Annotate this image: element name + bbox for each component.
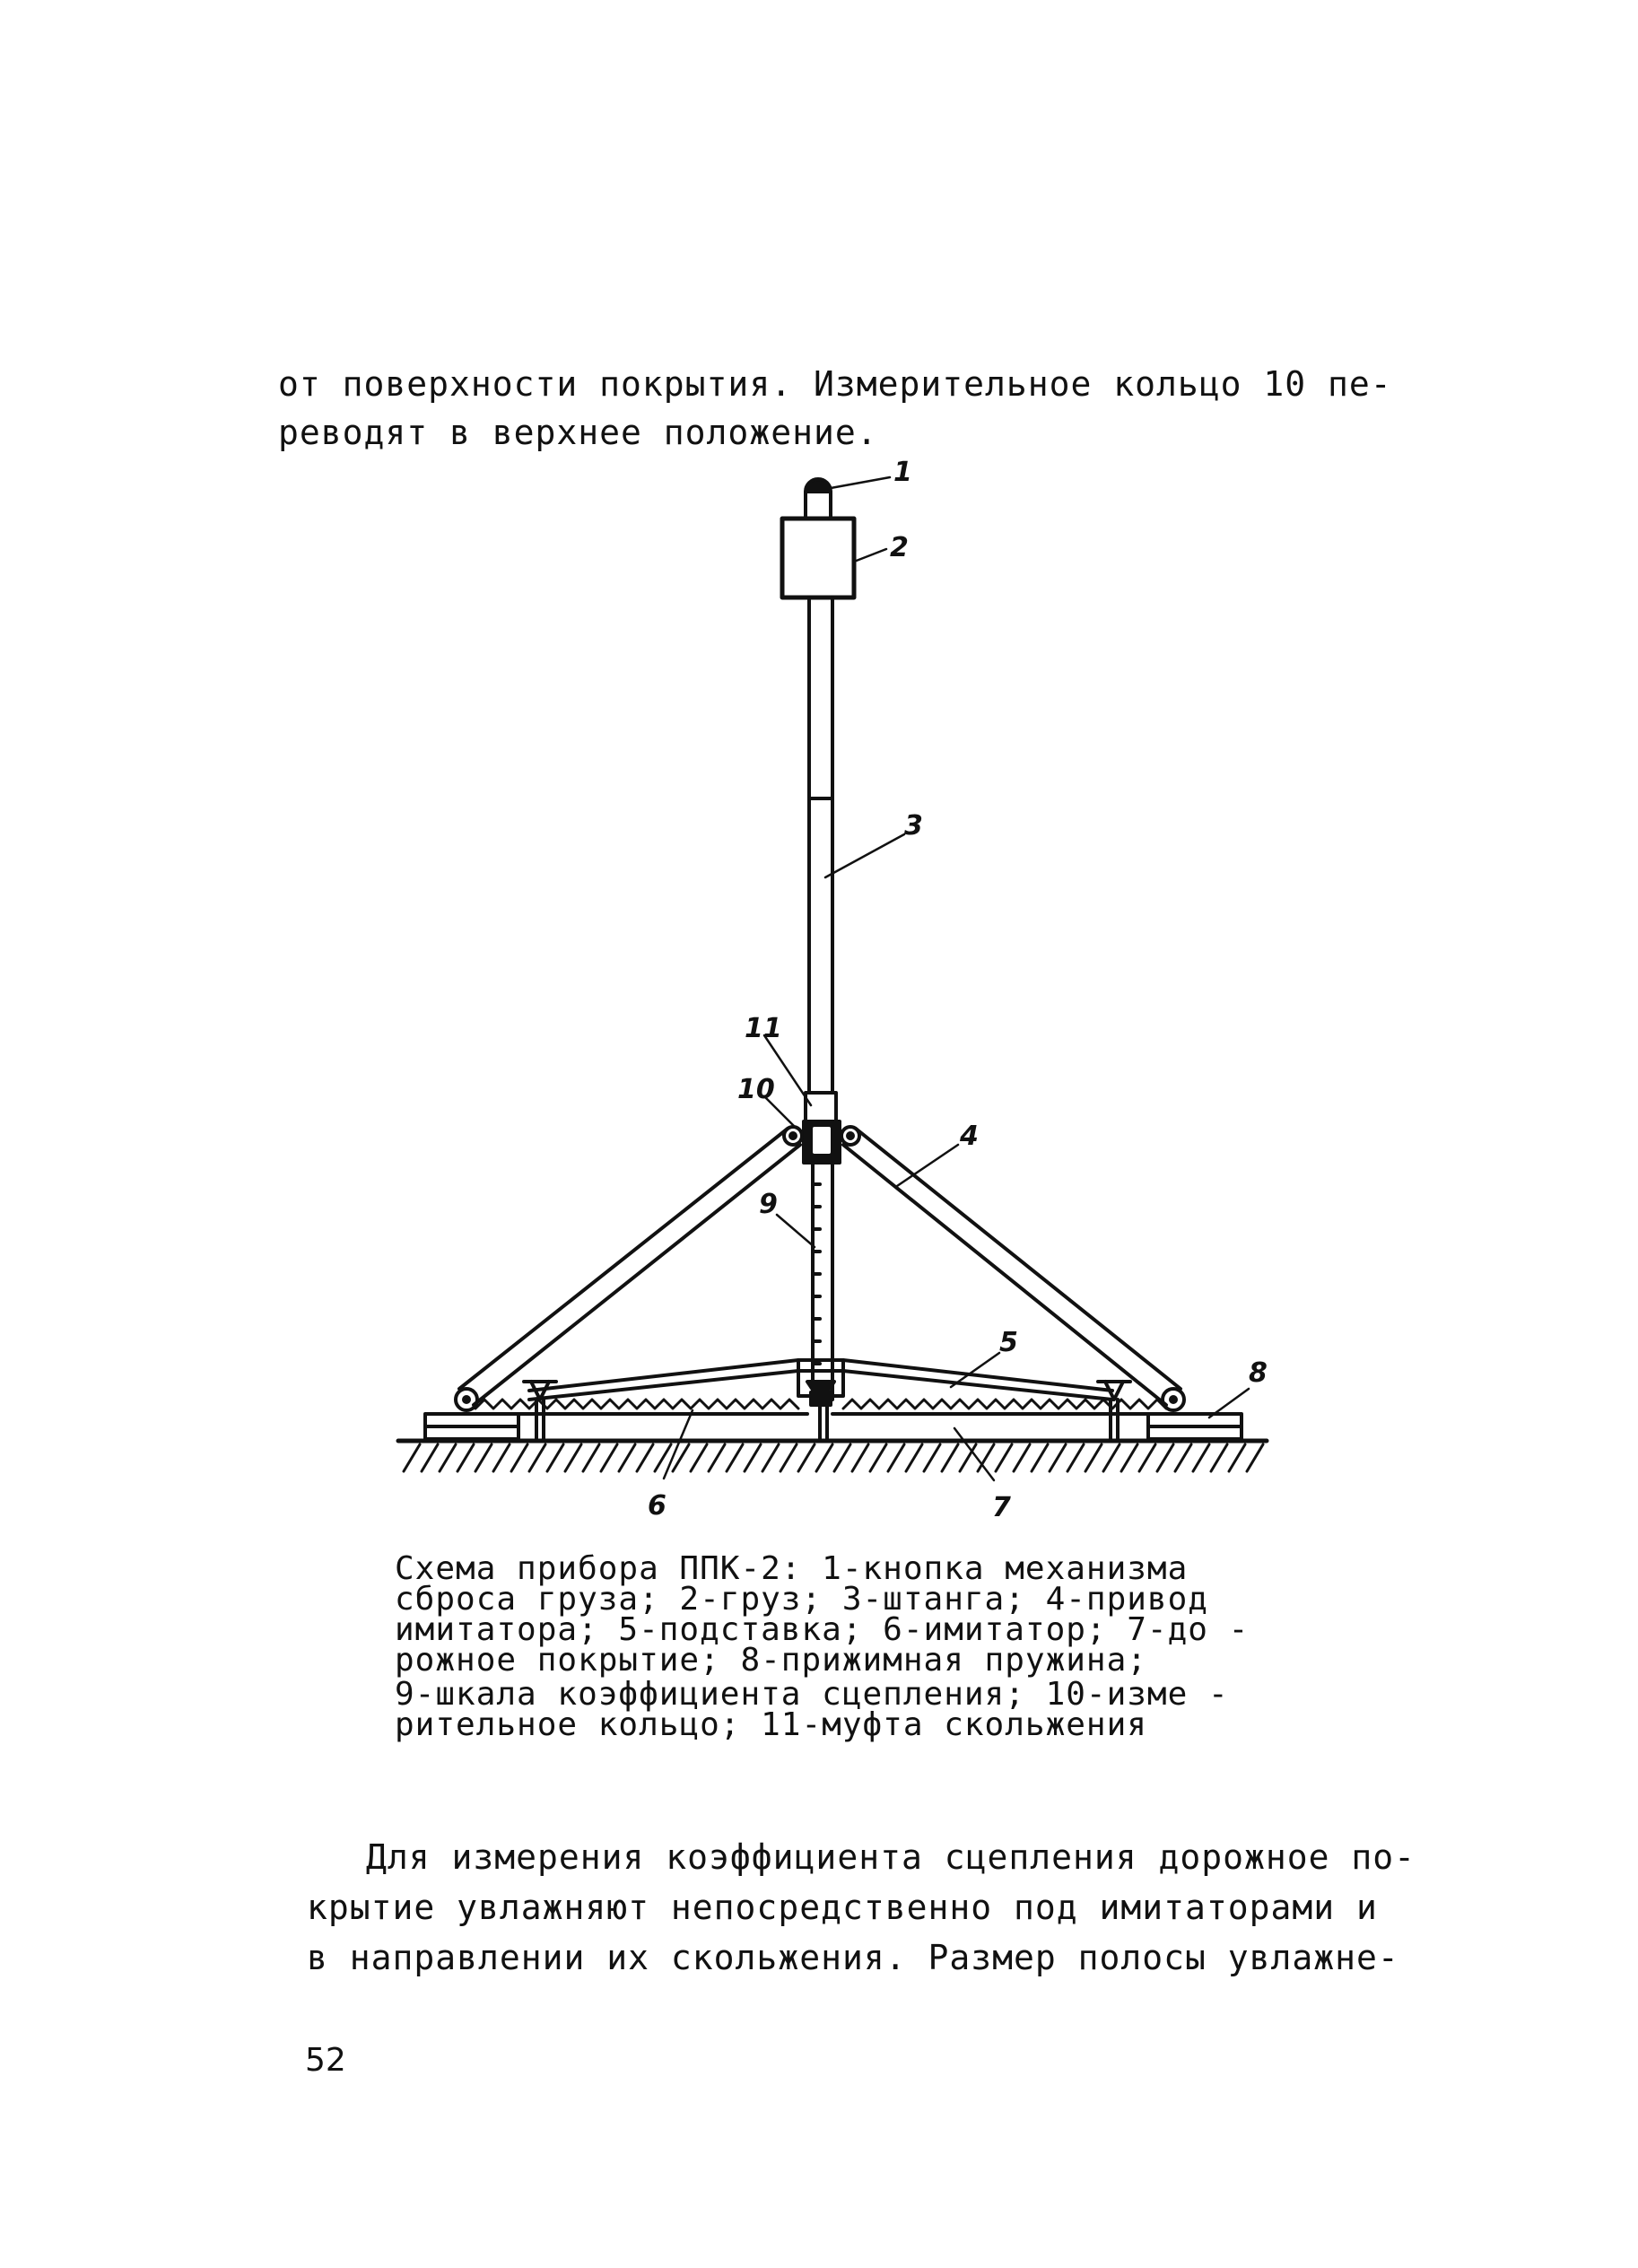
caption-line-6: рительное кольцо; 11-муфта скольжения	[395, 1706, 1147, 1743]
simulator-drive-arms	[456, 1129, 1184, 1410]
base-plate-right	[1148, 1414, 1242, 1439]
label-1: 1	[893, 457, 912, 488]
figure-labels	[648, 457, 1268, 1523]
label-10: 10	[737, 1074, 775, 1105]
label-2: 2	[890, 532, 909, 563]
label-8: 8	[1249, 1357, 1268, 1389]
label-6: 6	[648, 1490, 667, 1522]
top-paragraph-line-2: реводят в верхнее положение.	[278, 413, 878, 452]
caption-line-3: имитатора; 5-подставка; 6-имитатор; 7-до -	[395, 1611, 1250, 1648]
road-surface	[398, 1441, 1267, 1471]
leader-lines	[664, 477, 1249, 1480]
label-5: 5	[999, 1327, 1018, 1358]
rod	[809, 598, 832, 1093]
label-11: 11	[745, 1013, 782, 1044]
label-3: 3	[904, 810, 923, 842]
center-clamp	[807, 1382, 834, 1405]
bottom-paragraph-line-1: Для измерения коэффициента сцепления дорожное по-	[366, 1837, 1416, 1877]
release-button	[806, 479, 831, 519]
bottom-paragraph-line-2: крытие увлажняют непосредственно под имитаторами и	[307, 1888, 1378, 1927]
label-4: 4	[960, 1121, 979, 1152]
caption-line-5: 9-шкала коэффициента сцепления; 10-изме -	[395, 1676, 1229, 1713]
caption-line-1: Схема прибора ППК-2: 1-кнопка механизма	[395, 1550, 1189, 1587]
caption-line-2: сброса груза; 2-груз; 3-штанга; 4-привод	[395, 1581, 1208, 1618]
caption-line-4: рожное покрытие; 8-прижимная пружина;	[395, 1642, 1147, 1679]
label-9: 9	[759, 1189, 778, 1220]
weight-block	[782, 519, 854, 598]
top-paragraph-line-1: от поверхности покрытия. Измерительное кольцо 10 пе-	[278, 364, 1392, 404]
page-number: 52	[305, 2042, 346, 2079]
label-7: 7	[992, 1492, 1011, 1523]
base-plate-left	[425, 1414, 518, 1439]
bottom-paragraph-line-3: в направлении их скольжения. Размер полосы увлажне-	[307, 1938, 1399, 1977]
